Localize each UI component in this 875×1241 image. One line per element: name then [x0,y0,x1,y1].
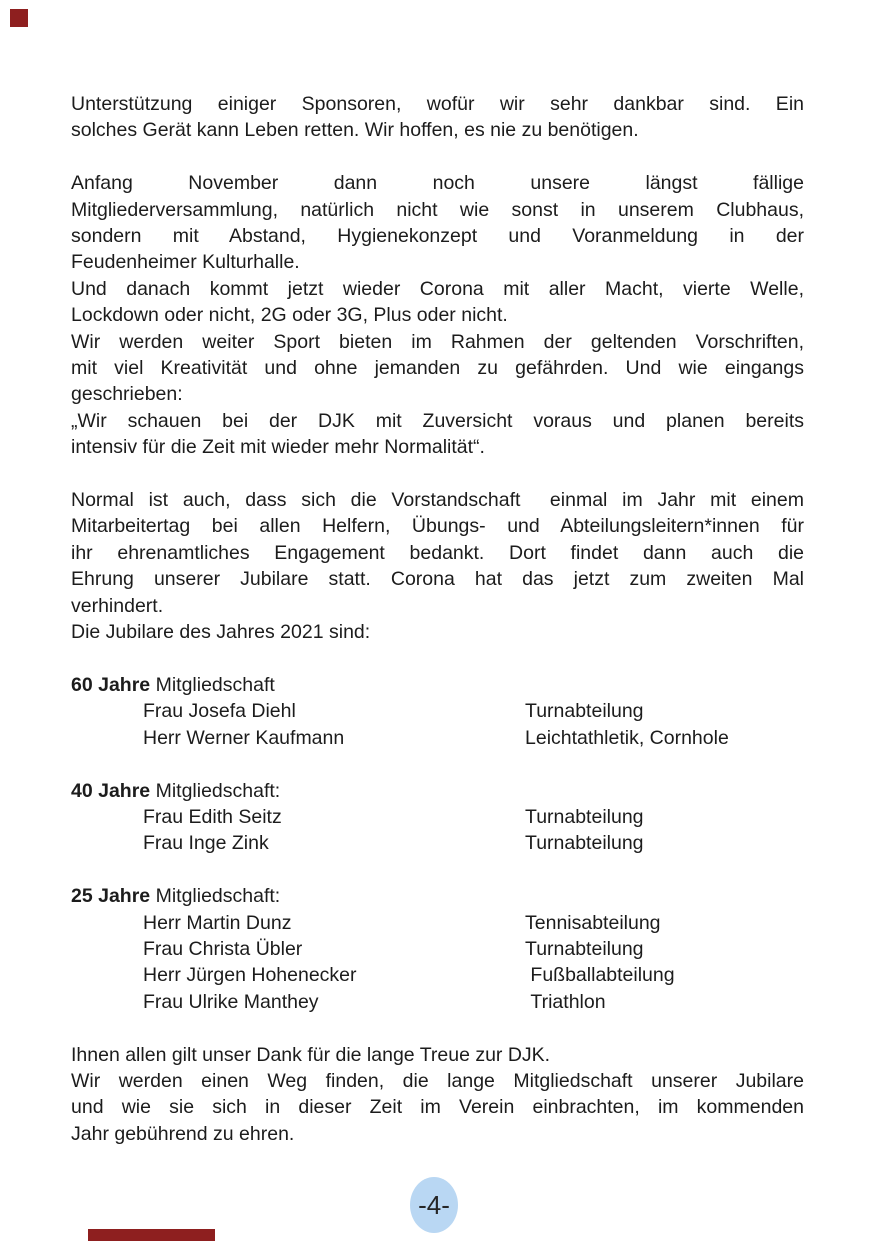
paragraph-spacer [71,144,804,170]
jubilee-heading-rest: Mitgliedschaft: [150,779,281,802]
jubilee-row [71,830,804,856]
member-name: Frau Ulrike Manthey [143,990,319,1013]
paragraph-line: Die Jubilare des Jahres 2021 sind: [71,621,371,644]
jubilee-years-label: 60 Jahre [71,673,151,696]
jubilee-group [71,883,804,1015]
paragraph-line: Anfang November dann noch unsere längst fällige [71,172,804,195]
jubilee-heading [71,778,804,804]
page-number-badge [410,1177,458,1233]
paragraph-spacer [71,461,804,487]
paragraph-line: solches Gerät kann Leben retten. Wir hoffen, es nie zu benötigen. [71,119,639,142]
paragraph-line: „Wir schauen bei der DJK mit Zuversicht voraus und planen bereits [71,409,804,432]
jubilee-heading [71,672,804,698]
jubilee-group [71,778,804,857]
paragraph [71,1042,804,1068]
jubilee-years-label: 25 Jahre [71,885,151,908]
jubilee-row [71,910,804,936]
paragraph [71,408,804,461]
jubilee-row [71,725,804,751]
jubilee-group [71,672,804,751]
paragraph-line: Und danach kommt jetzt wieder Corona mit aller Macht, vierte Welle, [71,277,804,300]
paragraph-spacer [71,751,804,777]
paragraph [71,91,804,144]
paragraph-line: Mitarbeitertag bei allen Helfern, Übungs- und Abteilungsleitern*innen für [71,515,804,538]
paragraph [71,1068,804,1147]
paragraph-line: Feudenheimer Kulturhalle. [71,251,300,274]
member-department: Fußballabteilung [525,964,675,987]
jubilee-years-label: 40 Jahre [71,779,151,802]
paragraph [71,170,804,276]
document-body [71,91,804,1147]
member-department: Turnabteilung [525,937,644,960]
paragraph-line: Wir werden einen Weg finden, die lange Mitgliedschaft unserer Jubilare [71,1069,804,1092]
jubilee-row [71,962,804,988]
member-name: Frau Inge Zink [143,832,269,855]
paragraph-line: Mitgliederversammlung, natürlich nicht wie sonst in unserem Clubhaus, [71,198,804,221]
paragraph-line: Normal ist auch, dass sich die Vorstandschaft einmal im Jahr mit einem [71,489,804,512]
paragraph-spacer [71,1015,804,1041]
jubilee-row [71,698,804,724]
member-name: Herr Werner Kaufmann [143,726,345,749]
paragraph-line: Lockdown oder nicht, 2G oder 3G, Plus oder nicht. [71,304,508,327]
paragraph-line: geschrieben: [71,383,183,406]
jubilee-row [71,936,804,962]
paragraph-line: sondern mit Abstand, Hygienekonzept und Voranmeldung in der [71,225,804,248]
paragraph-line: verhindert. [71,594,164,617]
paragraph-spacer [71,646,804,672]
paragraph-line: Ihnen allen gilt unser Dank für die lange Treue zur DJK. [71,1043,551,1066]
paragraph-line: ihr ehrenamtliches Engagement bedankt. Dort findet dann auch die [71,541,804,564]
corner-red-square-decoration [10,9,28,27]
jubilee-heading [71,883,804,909]
page-number-label: -4- [418,1189,450,1220]
member-department: Turnabteilung [525,832,644,855]
paragraph [71,619,804,645]
paragraph-line: Ehrung unserer Jubilare statt. Corona hat das jetzt zum zweiten Mal [71,568,804,591]
member-department: Turnabteilung [525,700,644,723]
member-department: Triathlon [525,990,606,1013]
member-department: Turnabteilung [525,805,644,828]
paragraph-line: Unterstützung einiger Sponsoren, wofür wir sehr dankbar sind. Ein [71,93,804,115]
paragraph-line: Jahr gebührend zu ehren. [71,1122,295,1145]
paragraph-line: Wir werden weiter Sport bieten im Rahmen der geltenden Vorschriften, [71,330,804,353]
paragraph [71,329,804,408]
member-name: Herr Martin Dunz [143,911,292,934]
jubilee-row [71,989,804,1015]
jubilee-heading-rest: Mitgliedschaft [150,673,275,696]
member-name: Frau Josefa Diehl [143,700,296,723]
paragraph-spacer [71,857,804,883]
paragraph [71,276,804,329]
jubilee-row [71,804,804,830]
paragraph-line: intensiv für die Zeit mit wieder mehr Normalität“. [71,436,485,459]
member-name: Frau Edith Seitz [143,805,282,828]
paragraph-line: mit viel Kreativität und ohne jemanden zu gefährden. Und wie eingangs [71,357,804,380]
bottom-red-bar-decoration [88,1229,215,1241]
jubilee-heading-rest: Mitgliedschaft: [150,885,281,908]
member-name: Herr Jürgen Hohenecker [143,964,357,987]
member-department: Leichtathletik, Cornhole [525,726,729,749]
paragraph [71,487,804,619]
paragraph-line: und wie sie sich in dieser Zeit im Verein einbrachten, im kommenden [71,1096,804,1119]
member-department: Tennisabteilung [525,911,661,934]
member-name: Frau Christa Übler [143,937,303,960]
